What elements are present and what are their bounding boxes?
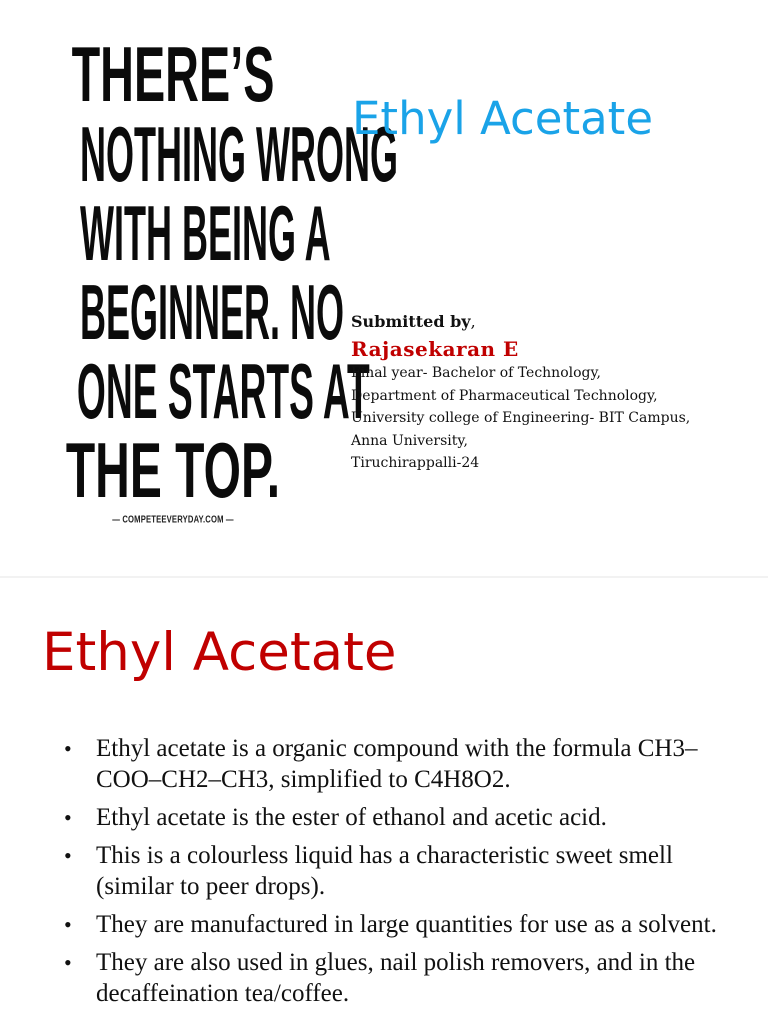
author-detail-line: University college of Engineering- BIT Campus,: [351, 410, 691, 426]
author-details: [351, 362, 751, 475]
bullet-text: They are also used in glues, nail polish removers, and in the decaffeination tea/coffee.: [96, 949, 696, 1007]
bullet-icon: •: [64, 736, 72, 761]
author-detail-line: Final year- Bachelor of Technology,: [351, 365, 601, 381]
poster-line: NOTHING WRONG: [80, 110, 398, 198]
poster-line: WITH BEING A: [80, 189, 331, 277]
bullet-icon: •: [64, 805, 72, 830]
submitter-info: [351, 312, 751, 475]
submitted-by-text: Submitted by: [351, 312, 471, 331]
bullet-text: Ethyl acetate is the ester of ethanol and acetic acid.: [96, 804, 607, 831]
bullet-text: Ethyl acetate is a organic compound with the formula CH3–COO–CH2–CH3, simplified to C4H8O2.: [96, 735, 698, 793]
submitted-by-label: [351, 312, 751, 331]
submitted-by-comma: ,: [470, 312, 476, 331]
bullet-icon: •: [64, 950, 72, 975]
bullet-icon: •: [64, 843, 72, 868]
bullet-list: [62, 733, 742, 1016]
slide-content: [0, 578, 768, 1024]
bullet-item: [62, 909, 742, 940]
author-detail-line: Tiruchirappalli-24: [351, 455, 480, 471]
bullet-item: [62, 733, 742, 795]
bullet-icon: •: [64, 912, 72, 937]
author-detail-line: Department of Pharmaceutical Technology,: [351, 387, 658, 404]
poster-line: BEGINNER. NO: [80, 268, 345, 356]
bullet-item: [62, 802, 742, 833]
poster-credit: — COMPETEEVERYDAY.COM —: [112, 513, 234, 525]
quote-poster-image: [18, 30, 398, 556]
slide-title-heading: Ethyl Acetate: [352, 92, 654, 145]
author-name: Rajasekaran E: [351, 337, 519, 361]
poster-line: ONE STARTS AT: [76, 347, 370, 435]
poster-line: THE TOP.: [65, 426, 281, 514]
author-detail-line: Anna University,: [351, 432, 468, 449]
bullet-text: This is a colourless liquid has a characteristic sweet smell (similar to peer drops).: [96, 842, 673, 900]
content-slide-heading: Ethyl Acetate: [42, 622, 397, 683]
bullet-item: [62, 840, 742, 902]
poster-line: THERE’S: [71, 30, 275, 118]
bullet-text: They are manufactured in large quantities for use as a solvent.: [96, 911, 717, 938]
bullet-item: [62, 947, 742, 1009]
